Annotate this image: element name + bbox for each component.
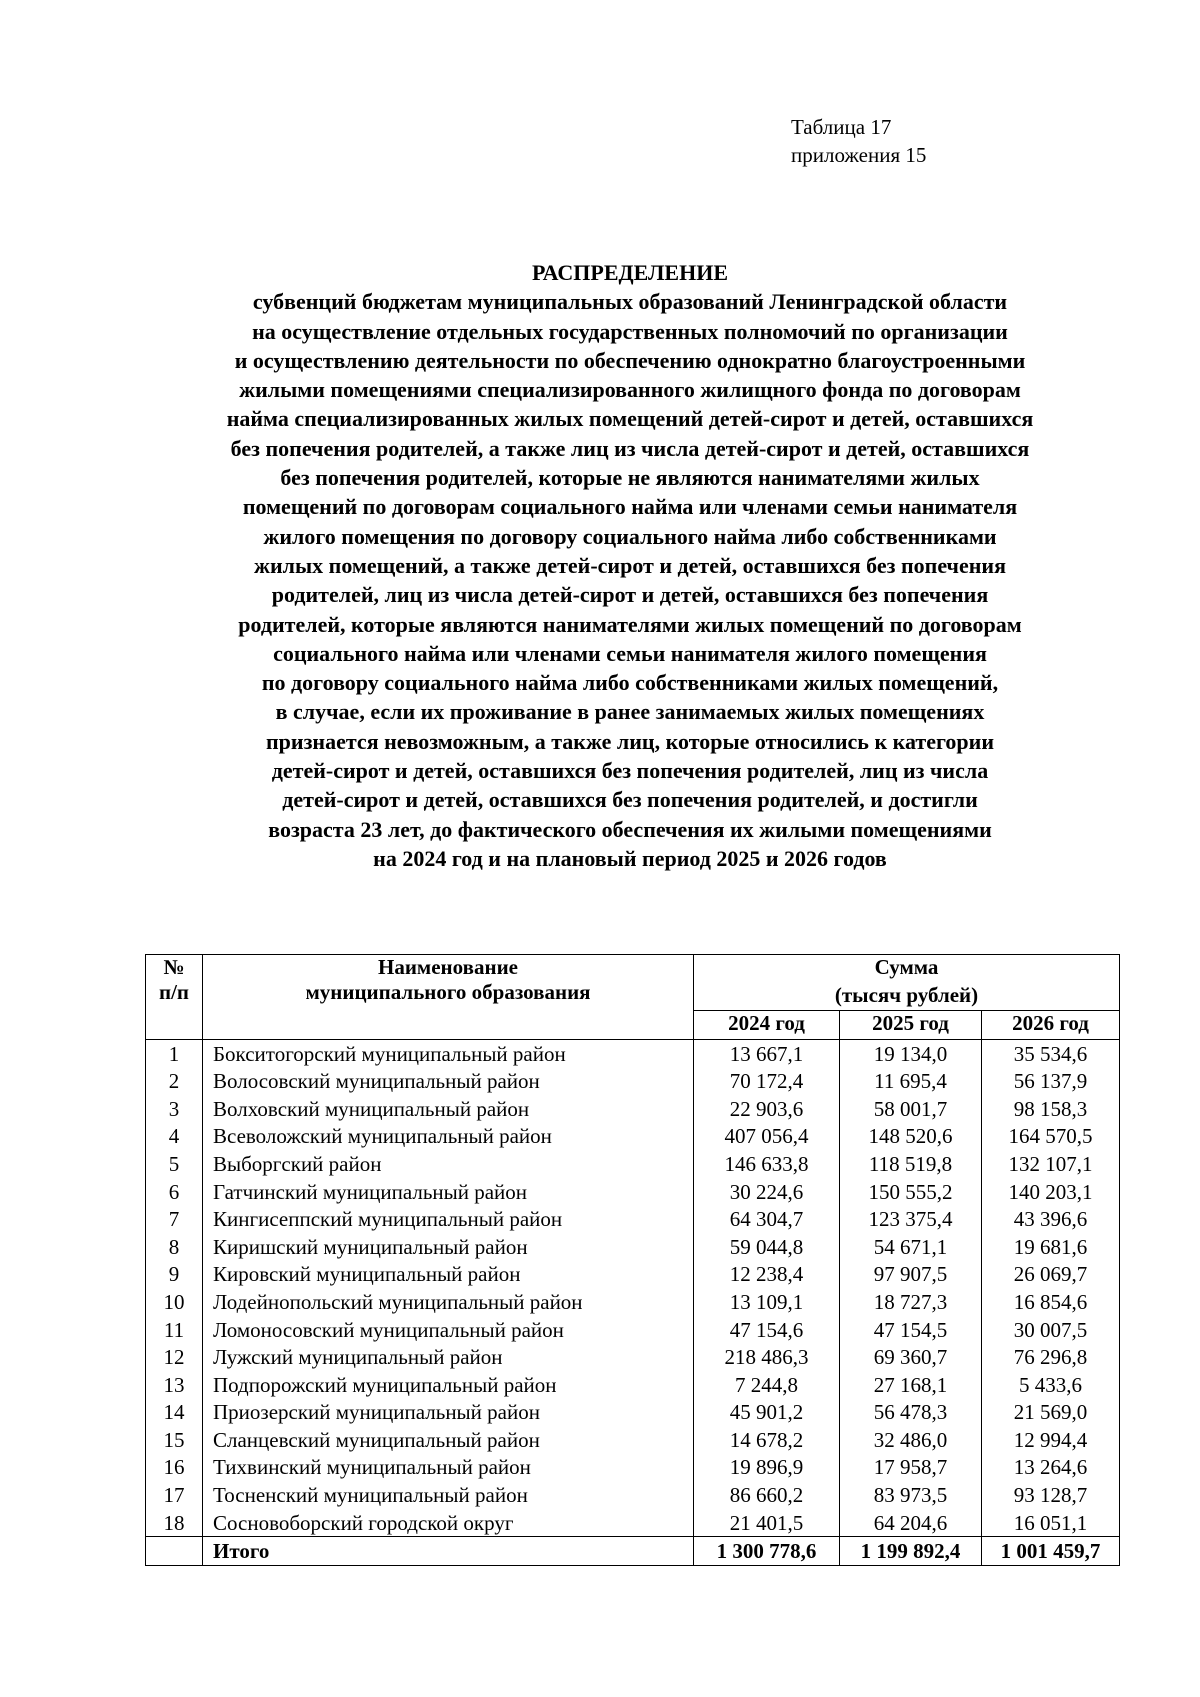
amount-2025: 118 519,8 (840, 1150, 982, 1178)
heading-line: признается невозможным, а также лиц, которые относились к категории (265, 728, 994, 754)
amount-2025: 150 555,2 (840, 1178, 982, 1206)
amount-2024: 19 896,9 (694, 1454, 840, 1482)
amount-2024: 146 633,8 (694, 1150, 840, 1178)
municipality-name: Лодейнопольский муниципальный район (203, 1288, 694, 1316)
municipality-name: Киришский муниципальный район (203, 1233, 694, 1261)
row-number: 2 (146, 1067, 203, 1095)
total-2025: 1 199 892,4 (840, 1537, 982, 1566)
table-row (146, 1399, 1120, 1427)
amount-2026: 16 854,6 (982, 1288, 1120, 1316)
row-number: 3 (146, 1095, 203, 1123)
amount-2026: 35 534,6 (982, 1039, 1120, 1067)
amount-2025: 69 360,7 (840, 1343, 982, 1371)
heading-line: на 2024 год и на плановый период 2025 и 2026 годов (373, 845, 887, 871)
amount-2024: 86 660,2 (694, 1481, 840, 1509)
amount-2024: 30 224,6 (694, 1178, 840, 1206)
row-number: 16 (146, 1454, 203, 1482)
column-header-name: Наименование муниципального образования (203, 955, 694, 1040)
heading-line: найма специализированных жилых помещений детей-сирот и детей, оставшихся (226, 406, 1034, 432)
row-number: 8 (146, 1233, 203, 1261)
total-number-cell (146, 1537, 203, 1566)
amount-2025: 47 154,5 (840, 1316, 982, 1344)
column-header-2025: 2025 год (840, 1011, 982, 1040)
heading-line: в случае, если их проживание в ранее занимаемых жилых помещениях (275, 699, 985, 725)
column-header-2024: 2024 год (694, 1011, 840, 1040)
amount-2024: 64 304,7 (694, 1205, 840, 1233)
amount-2024: 45 901,2 (694, 1399, 840, 1427)
table-row (146, 1095, 1120, 1123)
row-number: 12 (146, 1343, 203, 1371)
amount-2025: 64 204,6 (840, 1509, 982, 1537)
column-header-number: № п/п (146, 955, 203, 1040)
amount-2024: 47 154,6 (694, 1316, 840, 1344)
municipality-name: Волховский муниципальный район (203, 1095, 694, 1123)
table-row (146, 1261, 1120, 1289)
amount-2024: 12 238,4 (694, 1261, 840, 1289)
municipality-name: Лужский муниципальный район (203, 1343, 694, 1371)
row-number: 11 (146, 1316, 203, 1344)
amount-2026: 164 570,5 (982, 1123, 1120, 1151)
heading-line: жилого помещения по договору социального найма либо собственниками (263, 523, 997, 549)
amount-2026: 93 128,7 (982, 1481, 1120, 1509)
municipality-name: Кировский муниципальный район (203, 1261, 694, 1289)
amount-2026: 19 681,6 (982, 1233, 1120, 1261)
heading-line: на осуществление отдельных государственных полномочий по организации (252, 318, 1008, 344)
heading-line: и осуществлению деятельности по обеспечению однократно благоустроенными (234, 347, 1026, 373)
municipality-name: Выборгский район (203, 1150, 694, 1178)
table-row (146, 1481, 1120, 1509)
column-header-unit: (тысяч рублей) (694, 983, 1120, 1011)
heading-line: родителей, лиц из числа детей-сирот и детей, оставшихся без попечения (271, 582, 989, 608)
municipality-name: Тихвинский муниципальный район (203, 1454, 694, 1482)
municipality-name: Сланцевский муниципальный район (203, 1426, 694, 1454)
row-number: 17 (146, 1481, 203, 1509)
amount-2024: 7 244,8 (694, 1371, 840, 1399)
amount-2026: 26 069,7 (982, 1261, 1120, 1289)
municipality-name: Тосненский муниципальный район (203, 1481, 694, 1509)
table-row (146, 1454, 1120, 1482)
amount-2025: 58 001,7 (840, 1095, 982, 1123)
amount-2024: 22 903,6 (694, 1095, 840, 1123)
municipality-name: Всеволожский муниципальный район (203, 1123, 694, 1151)
total-2024: 1 300 778,6 (694, 1537, 840, 1566)
row-number: 9 (146, 1261, 203, 1289)
row-number: 5 (146, 1150, 203, 1178)
row-number: 18 (146, 1509, 203, 1537)
table-reference (791, 113, 926, 169)
amount-2024: 218 486,3 (694, 1343, 840, 1371)
amount-2025: 27 168,1 (840, 1371, 982, 1399)
table-row (146, 1316, 1120, 1344)
heading-line: по договору социального найма либо собственниками жилых помещений, (261, 670, 999, 696)
amount-2025: 56 478,3 (840, 1399, 982, 1427)
amount-2026: 30 007,5 (982, 1316, 1120, 1344)
table-row (146, 1178, 1120, 1206)
municipality-name: Сосновоборский городской округ (203, 1509, 694, 1537)
amount-2024: 13 109,1 (694, 1288, 840, 1316)
amount-2025: 97 907,5 (840, 1261, 982, 1289)
amount-2025: 11 695,4 (840, 1067, 982, 1095)
municipality-name: Бокситогорский муниципальный район (203, 1039, 694, 1067)
amount-2026: 5 433,6 (982, 1371, 1120, 1399)
heading-line: социального найма или членами семьи нанимателя жилого помещения (273, 640, 987, 666)
total-2026: 1 001 459,7 (982, 1537, 1120, 1566)
table-row (146, 1233, 1120, 1261)
amount-2025: 19 134,0 (840, 1039, 982, 1067)
table-row (146, 1205, 1120, 1233)
heading-line: без попечения родителей, которые не являются нанимателями жилых (280, 465, 980, 491)
municipality-name: Подпорожский муниципальный район (203, 1371, 694, 1399)
municipality-name: Гатчинский муниципальный район (203, 1178, 694, 1206)
amount-2024: 407 056,4 (694, 1123, 840, 1151)
total-label: Итого (203, 1537, 694, 1566)
heading-line: детей-сирот и детей, оставшихся без попечения родителей, и достигли (282, 787, 978, 813)
amount-2026: 140 203,1 (982, 1178, 1120, 1206)
amount-2024: 59 044,8 (694, 1233, 840, 1261)
amount-2026: 21 569,0 (982, 1399, 1120, 1427)
amount-2024: 14 678,2 (694, 1426, 840, 1454)
heading-line: помещений по договорам социального найма или членами семьи нанимателя (242, 494, 1018, 520)
row-number: 1 (146, 1039, 203, 1067)
amount-2025: 54 671,1 (840, 1233, 982, 1261)
table-row (146, 1426, 1120, 1454)
appendix-number: приложения 15 (791, 143, 927, 167)
amount-2026: 76 296,8 (982, 1343, 1120, 1371)
amount-2025: 83 973,5 (840, 1481, 982, 1509)
row-number: 15 (146, 1426, 203, 1454)
row-number: 6 (146, 1178, 203, 1206)
table-row (146, 1067, 1120, 1095)
row-number: 7 (146, 1205, 203, 1233)
table-row (146, 1343, 1120, 1371)
total-row (146, 1537, 1120, 1566)
amount-2024: 21 401,5 (694, 1509, 840, 1537)
amount-2026: 98 158,3 (982, 1095, 1120, 1123)
row-number: 13 (146, 1371, 203, 1399)
column-header-sum: Сумма (694, 955, 1120, 983)
heading-line: детей-сирот и детей, оставшихся без попечения родителей, лиц из числа (271, 758, 989, 784)
heading-line: без попечения родителей, а также лиц из числа детей-сирот и детей, оставшихся (230, 435, 1030, 461)
amount-2026: 16 051,1 (982, 1509, 1120, 1537)
amount-2025: 148 520,6 (840, 1123, 982, 1151)
amount-2026: 13 264,6 (982, 1454, 1120, 1482)
document-heading (130, 258, 1130, 873)
amount-2025: 18 727,3 (840, 1288, 982, 1316)
amount-2026: 43 396,6 (982, 1205, 1120, 1233)
amount-2025: 17 958,7 (840, 1454, 982, 1482)
row-number: 14 (146, 1399, 203, 1427)
table-row (146, 1371, 1120, 1399)
amount-2026: 12 994,4 (982, 1426, 1120, 1454)
document-subtitle (130, 287, 1130, 873)
table-row (146, 1150, 1120, 1178)
row-number: 10 (146, 1288, 203, 1316)
heading-line: родителей, которые являются нанимателями жилых помещений по договорам (238, 611, 1022, 637)
amount-2026: 56 137,9 (982, 1067, 1120, 1095)
amount-2024: 13 667,1 (694, 1039, 840, 1067)
column-header-2026: 2026 год (982, 1011, 1120, 1040)
table-row (146, 1123, 1120, 1151)
amount-2025: 32 486,0 (840, 1426, 982, 1454)
table-row (146, 1288, 1120, 1316)
table-row (146, 1509, 1120, 1537)
heading-line: субвенций бюджетам муниципальных образований Ленинградской области (252, 289, 1008, 315)
heading-line: жилыми помещениями специализированного жилищного фонда по договорам (239, 377, 1021, 403)
municipality-name: Кингисеппский муниципальный район (203, 1205, 694, 1233)
document-title: РАСПРЕДЕЛЕНИЕ (531, 260, 728, 285)
municipality-name: Приозерский муниципальный район (203, 1399, 694, 1427)
distribution-table (145, 954, 1120, 1566)
municipality-name: Ломоносовский муниципальный район (203, 1316, 694, 1344)
amount-2026: 132 107,1 (982, 1150, 1120, 1178)
table-number: Таблица 17 (791, 115, 892, 139)
amount-2024: 70 172,4 (694, 1067, 840, 1095)
heading-line: жилых помещений, а также детей-сирот и детей, оставшихся без попечения (254, 552, 1006, 578)
amount-2025: 123 375,4 (840, 1205, 982, 1233)
row-number: 4 (146, 1123, 203, 1151)
table-row (146, 1039, 1120, 1067)
heading-line: возраста 23 лет, до фактического обеспечения их жилыми помещениями (268, 816, 992, 842)
municipality-name: Волосовский муниципальный район (203, 1067, 694, 1095)
